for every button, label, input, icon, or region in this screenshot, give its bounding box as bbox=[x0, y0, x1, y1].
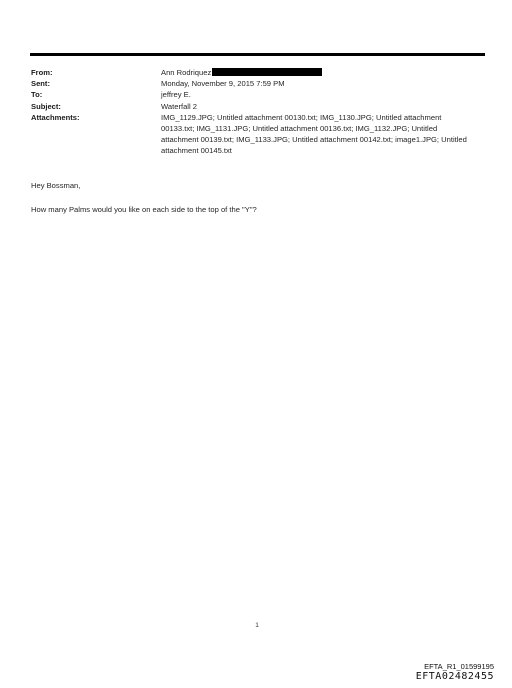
attachments-value: IMG_1129.JPG; Untitled attachment 00130.txt; IMG_1130.JPG; Untitled attachment 00133.txt; IMG_1131.JPG; Untitled attachment 00136.txt; IMG_1132.JPG; Untitled attachment 00139.txt; IMG_1133.JPG; Untitled attachment 00142.txt; image1.JPG; Untitled attachment 00145.txt bbox=[161, 112, 467, 156]
message-text: How many Palms would you like on each side to the top of the "Y"? bbox=[31, 205, 257, 214]
subject-value: Waterfall 2 bbox=[161, 101, 198, 111]
from-value bbox=[161, 67, 471, 78]
bates-stamp-large: EFTA02482455 bbox=[415, 671, 494, 682]
to-row bbox=[31, 89, 471, 100]
subject-label: Subject: bbox=[31, 101, 61, 111]
to-label: To: bbox=[31, 90, 43, 100]
attachments-row bbox=[31, 112, 471, 157]
redaction-bar bbox=[212, 68, 322, 76]
sent-value: Monday, November 9, 2015 7:59 PM bbox=[161, 79, 285, 89]
paragraph-gap bbox=[31, 191, 471, 204]
email-header bbox=[31, 67, 471, 157]
from-row bbox=[31, 67, 471, 78]
subject-row bbox=[31, 101, 471, 112]
greeting-text: Hey Bossman, bbox=[31, 181, 81, 190]
page-number: 1 bbox=[255, 622, 259, 629]
email-body bbox=[31, 180, 471, 215]
attachments-label: Attachments: bbox=[31, 112, 80, 122]
bates-stamp-small: EFTA_R1_01599195 bbox=[424, 662, 494, 671]
from-label: From: bbox=[31, 68, 53, 77]
to-value: jeffrey E. bbox=[161, 90, 191, 100]
sent-row bbox=[31, 78, 471, 89]
sent-label: Sent: bbox=[31, 79, 50, 89]
from-name: Ann Rodriquez bbox=[161, 68, 212, 77]
header-divider-rule bbox=[30, 53, 485, 56]
